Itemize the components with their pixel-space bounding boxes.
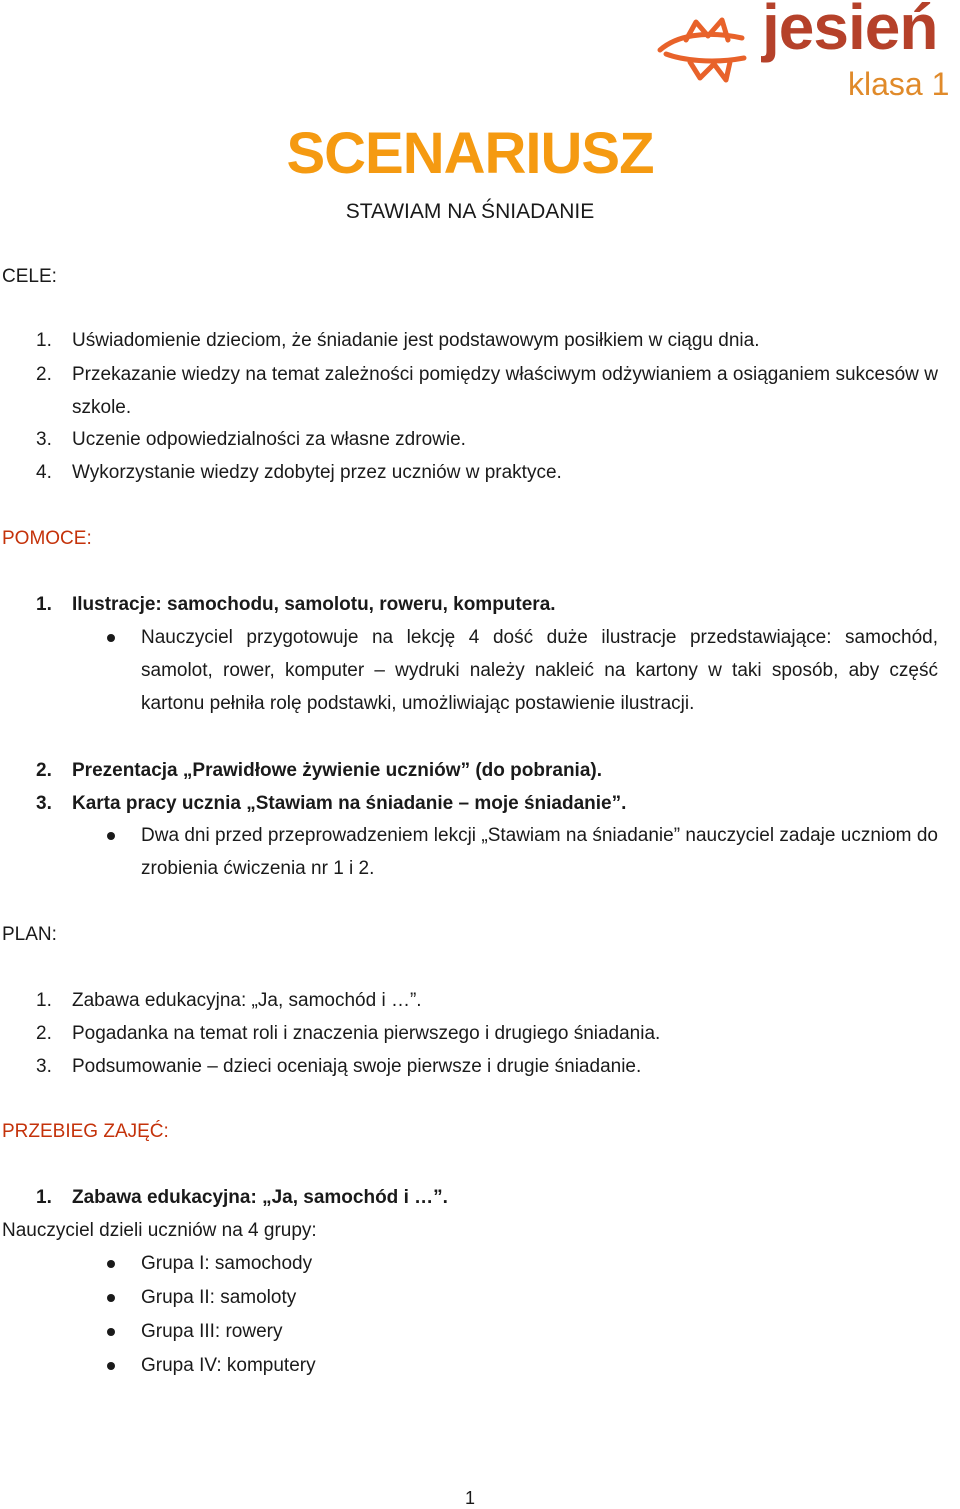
bullet-icon xyxy=(107,1328,115,1336)
document-title: SCENARIUSZ xyxy=(286,121,654,186)
bullet-item: Nauczyciel przygotowuje na lekcję 4 dość duże ilustracje przedstawiające: samochód, samolot, rower, komputer – wydruki należy nakleić na kartony w taki sposób, aby część kartonu pełniła rolę podstawki, umożliwiając postawienie ilustracji. xyxy=(141,627,938,714)
logo-word: jesień xyxy=(762,0,938,63)
list-number: 3. xyxy=(36,429,52,450)
list-number: 2. xyxy=(36,760,52,781)
bullet-item: Grupa III: rowery xyxy=(141,1321,283,1342)
list-item: Zabawa edukacyjna: „Ja, samochód i …”. xyxy=(72,1187,448,1208)
list-item: Uczenie odpowiedzialności za własne zdrowie. xyxy=(72,429,466,450)
bullet-item: Grupa I: samochody xyxy=(141,1253,313,1274)
bullet-icon xyxy=(107,1294,115,1302)
list-number: 3. xyxy=(36,1056,52,1077)
list-item: Przekazanie wiedzy na temat zależności pomiędzy właściwym odżywianiem a osiąganiem sukcesów w szkole. xyxy=(72,364,938,418)
bullet-icon xyxy=(107,634,115,642)
document-subtitle: STAWIAM NA ŚNIADANIE xyxy=(345,200,595,223)
list-number: 2. xyxy=(36,364,52,385)
bullet-icon xyxy=(107,1362,115,1370)
list-item: Podsumowanie – dzieci oceniają swoje pierwsze i drugie śniadanie. xyxy=(72,1056,642,1077)
list-item: Zabawa edukacyjna: „Ja, samochód i …”. xyxy=(72,990,422,1011)
bullet-icon xyxy=(107,832,115,840)
bullet-item: Dwa dni przed przeprowadzeniem lekcji „Stawiam na śniadanie” nauczyciel zadaje uczniom do zrobienia ćwiczenia nr 1 i 2. xyxy=(141,825,938,879)
list-item: Wykorzystanie wiedzy zdobytej przez uczniów w praktyce. xyxy=(72,462,562,483)
section-heading-pomoce: POMOCE: xyxy=(2,528,92,549)
maple-leaf-icon xyxy=(656,14,756,84)
section-heading-przebieg: PRZEBIEG ZAJĘĆ: xyxy=(2,1121,169,1142)
bullet-item: Grupa IV: komputery xyxy=(141,1355,316,1376)
list-number: 1. xyxy=(36,1187,52,1208)
bullet-icon xyxy=(107,1260,115,1268)
section-heading-cele: CELE: xyxy=(2,266,57,287)
list-number: 1. xyxy=(36,990,52,1011)
list-number: 1. xyxy=(36,330,52,351)
list-item: Prezentacja „Prawidłowe żywienie uczniów” (do pobrania). xyxy=(72,760,602,781)
page-number: 1 xyxy=(464,1488,475,1508)
list-item: Pogadanka na temat roli i znaczenia pierwszego i drugiego śniadania. xyxy=(72,1023,661,1044)
bullet-item: Grupa II: samoloty xyxy=(141,1287,297,1308)
list-item: Uświadomienie dzieciom, że śniadanie jest podstawowym posiłkiem w ciągu dnia. xyxy=(72,330,760,351)
logo xyxy=(652,0,952,105)
section-heading-plan: PLAN: xyxy=(2,924,57,945)
paragraph: Nauczyciel dzieli uczniów na 4 grupy: xyxy=(2,1220,317,1241)
list-number: 2. xyxy=(36,1023,52,1044)
logo-subtitle: klasa 1 xyxy=(848,66,950,102)
list-number: 3. xyxy=(36,793,52,814)
list-number: 4. xyxy=(36,462,52,483)
list-item: Karta pracy ucznia „Stawiam na śniadanie – moje śniadanie”. xyxy=(72,793,627,814)
list-number: 1. xyxy=(36,594,52,615)
list-item: Ilustracje: samochodu, samolotu, roweru, komputera. xyxy=(72,594,556,615)
